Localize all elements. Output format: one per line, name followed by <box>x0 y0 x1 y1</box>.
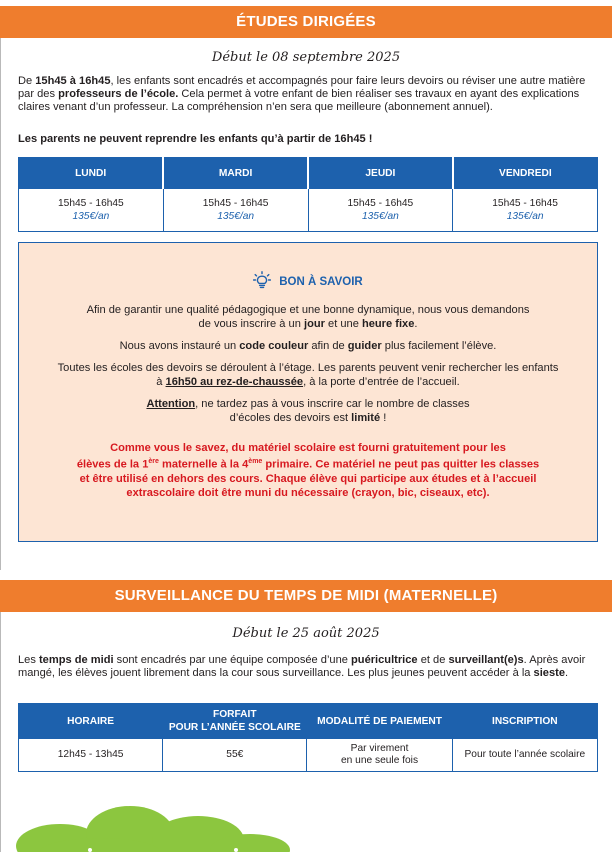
day-header: MARDI <box>163 158 308 189</box>
price: 135€/an <box>361 211 399 222</box>
cell-forfait: 55€ <box>163 739 307 772</box>
col-header-horaire: HORAIRE <box>19 704 163 739</box>
schedule-cell: 15h45 - 16h45 135€/an <box>308 189 453 232</box>
table-row <box>19 189 598 232</box>
col-header-inscription: INSCRIPTION <box>452 704 597 739</box>
table-header-row <box>19 158 598 189</box>
surveillance-intro: Les temps de midi sont encadrés par une équipe composée d’une puéricultrice et de surveillant(e)s. Après avoir mangé, les élèves jouent librement dans la cour sous surveillance. Les plus jeunes peuvent accéder à la sieste. <box>18 654 586 680</box>
section-divider <box>0 38 1 570</box>
info-paragraph: Attention, ne tardez pas à vous inscrire car le nombre de classes d’écoles des devoirs est limité ! <box>146 398 470 424</box>
col-header-forfait: FORFAIT POUR L’ANNÉE SCOLAIRE <box>163 704 307 739</box>
material-notice: Comme vous le savez, du matériel scolaire est fourni gratuitement pour les élèves de la 1ère maternelle à la 4ème primaire. Ce matériel ne peut pas quitter les classes et être utilisé en dehors des cours. Chaque élève qui participe aux études et à l’accueil extrascolaire doit être muni du nécessaire (crayon, bic, ciseaux, etc). <box>76 442 540 499</box>
day-header: JEUDI <box>308 158 453 189</box>
day-header: LUNDI <box>19 158 164 189</box>
price: 135€/an <box>72 211 110 222</box>
midi-table <box>18 703 598 772</box>
table-row <box>19 739 598 772</box>
day-header: VENDREDI <box>453 158 598 189</box>
green-bush-decoration <box>0 800 300 852</box>
cell-inscription: Pour toute l’année scolaire <box>452 739 597 772</box>
schedule-cell: 15h45 - 16h45 135€/an <box>19 189 164 232</box>
lightbulb-icon <box>253 271 271 289</box>
etudes-warning: Les parents ne peuvent reprendre les enfants qu’à partir de 16h45 ! <box>18 133 373 145</box>
etudes-title: ÉTUDES DIRIGÉES <box>236 13 376 30</box>
table-header-row <box>19 704 598 739</box>
etudes-start-date: Début le 08 septembre 2025 <box>211 50 401 65</box>
etudes-banner <box>0 6 612 38</box>
info-paragraph: Afin de garantir une qualité pédagogique et une bonne dynamique, nous vous demandons de vous inscrire à un jour et une heure fixe. <box>86 304 530 330</box>
schedule-cell: 15h45 - 16h45 135€/an <box>453 189 598 232</box>
cell-horaire: 12h45 - 13h45 <box>19 739 163 772</box>
price: 135€/an <box>506 211 544 222</box>
bon-a-savoir-title: BON À SAVOIR <box>19 271 597 289</box>
surveillance-banner <box>0 580 612 612</box>
surveillance-title: SURVEILLANCE DU TEMPS DE MIDI (MATERNELLE) <box>114 587 498 604</box>
etudes-schedule-table <box>18 157 598 232</box>
col-header-modalite: MODALITÉ DE PAIEMENT <box>307 704 452 739</box>
price: 135€/an <box>217 211 255 222</box>
info-paragraph: Nous avons instauré un code couleur afin de guider plus facilement l’élève. <box>119 340 497 352</box>
info-paragraph: Toutes les écoles des devoirs se déroulent à l’étage. Les parents peuvent venir rechercher les enfants à 16h50 au rez-de-chaussée, à la porte d’entrée de l’accueil. <box>57 362 559 388</box>
bon-a-savoir-box <box>18 242 598 542</box>
etudes-intro: De 15h45 à 16h45, les enfants sont encadrés et accompagnés pour faire leurs devoirs ou réviser une autre matière par des professeurs de l’école. Cela permet à votre enfant de bien réaliser ses travaux en ayant des explications claires venant d’un professeur. La compréhension n’en sera que meilleure (abonnement annuel). <box>18 75 586 114</box>
schedule-cell: 15h45 - 16h45 135€/an <box>163 189 308 232</box>
surveillance-start-date: Début le 25 août 2025 <box>232 626 380 641</box>
cell-modalite: Par virement en une seule fois <box>307 739 452 772</box>
